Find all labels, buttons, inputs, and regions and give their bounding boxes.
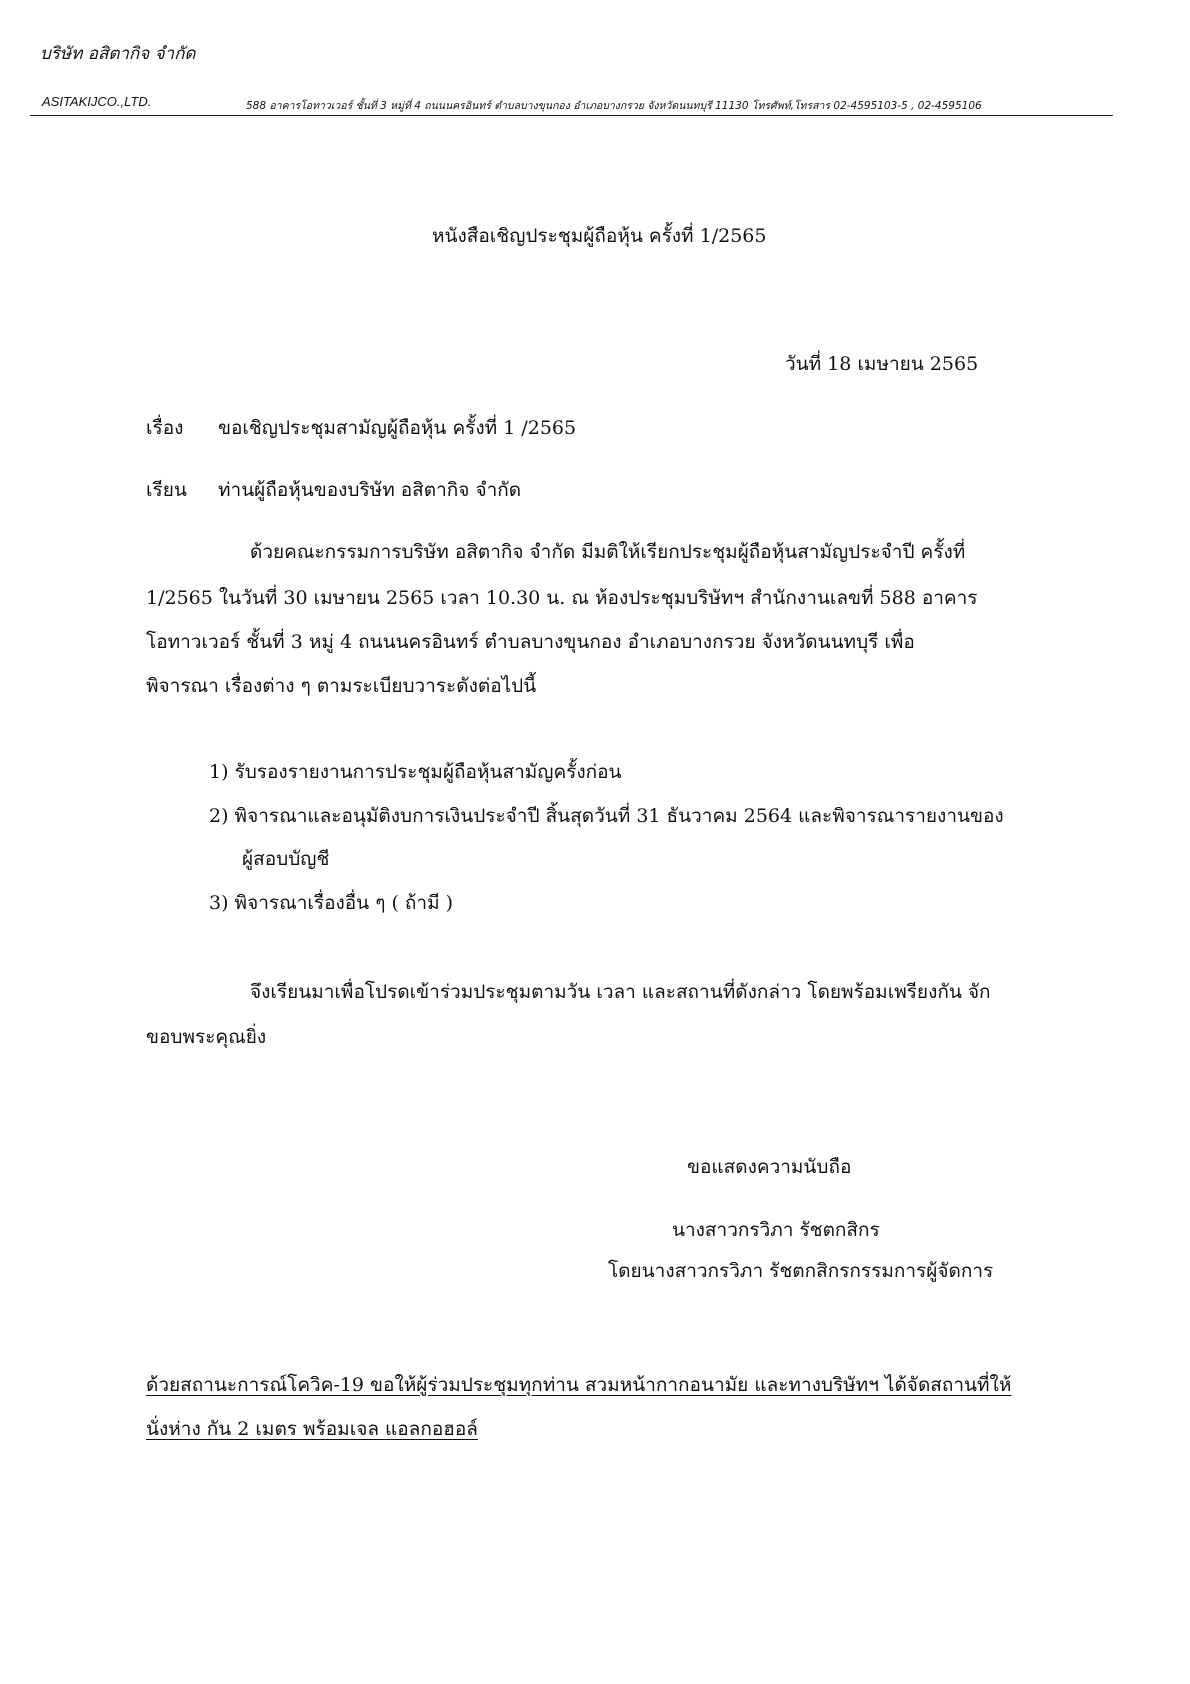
agenda-item-3: 3) พิจารณาเรื่องอื่น ๆ ( ถ้ามี ) [209,892,454,914]
covid-notice-line: ด้วยสถานะการณ์โควิค-19 ขอให้ผู้ร่วมประชุมทุกท่าน สวมหน้ากากอนามัย และทางบริษัทฯ ได้จัดสถานที่ให้ [146,1374,1012,1396]
document-date: วันที่ 18 เมษายน 2565 [785,353,979,375]
header-divider [30,115,1113,116]
agenda-item-2: 2) พิจารณาและอนุมัติงบการเงินประจำปี สิ้นสุดวันที่ 31 ธันวาคม 2564 และพิจารณารายงานของ [209,805,1004,827]
company-name-thai: บริษัท อสิตากิจ จำกัด [40,44,196,64]
agenda-item-1: 1) รับรองรายงานการประชุมผู้ถือหุ้นสามัญครั้งก่อน [209,761,622,783]
covid-notice-line: นั่งห่าง กัน 2 เมตร พร้อมเจล แอลกอฮอล์ [146,1418,478,1440]
body-line: โอทาวเวอร์ ชั้นที่ 3 หมู่ 4 ถนนนครอินทร์ ตำบลบางขุนกอง อำเภอบางกรวย จังหวัดนนทบุรี เพื่อ [146,631,915,653]
signer-name: นางสาวกรวิภา รัชตกสิกร [672,1219,880,1241]
subject-text: ขอเชิญประชุมสามัญผู้ถือหุ้น ครั้งที่ 1 /2565 [218,417,577,439]
recipient-text: ท่านผู้ถือหุ้นของบริษัท อสิตากิจ จำกัด [218,479,522,501]
signer-title: โดยนางสาวกรวิภา รัชตกสิกรกรรมการผู้จัดการ [608,1260,994,1282]
conclusion-line: ขอบพระคุณยิ่ง [146,1026,267,1048]
agenda-item-2-continued: ผู้สอบบัญชี [242,848,330,870]
closing-salutation: ขอแสดงความนับถือ [687,1156,852,1178]
body-line: ด้วยคณะกรรมการบริษัท อสิตากิจ จำกัด มีมติให้เรียกประชุมผู้ถือหุ้นสามัญประจำปี ครั้งที่ [250,541,966,563]
company-name-english: ASITAKIJCO.,LTD. [42,94,152,109]
body-line: พิจารณา เรื่องต่าง ๆ ตามระเบียบวาระดังต่อไปนี้ [146,675,537,697]
document-title: หนังสือเชิญประชุมผู้ถือหุ้น ครั้งที่ 1/2565 [432,225,767,247]
recipient-label: เรียน [146,479,187,501]
company-address: 588 อาคารโอทาวเวอร์ ชั้นที่ 3 หมู่ที่ 4 ถนนนครอินทร์ ตำบลบางขุนกอง อำเภอบางกรวย จังหวัดนนทบุรี 11130 โทรศัพท์,โทรสาร 02-4595103-5 , 02-4595106 [246,100,982,112]
conclusion-line: จึงเรียนมาเพื่อโปรดเข้าร่วมประชุมตามวัน เวลา และสถานที่ดังกล่าว โดยพร้อมเพรียงกัน จัก [250,981,991,1003]
subject-label: เรื่อง [146,417,184,439]
body-line: 1/2565 ในวันที่ 30 เมษายน 2565 เวลา 10.30 น. ณ ห้องประชุมบริษัทฯ สำนักงานเลขที่ 588 อาคาร [146,587,978,609]
